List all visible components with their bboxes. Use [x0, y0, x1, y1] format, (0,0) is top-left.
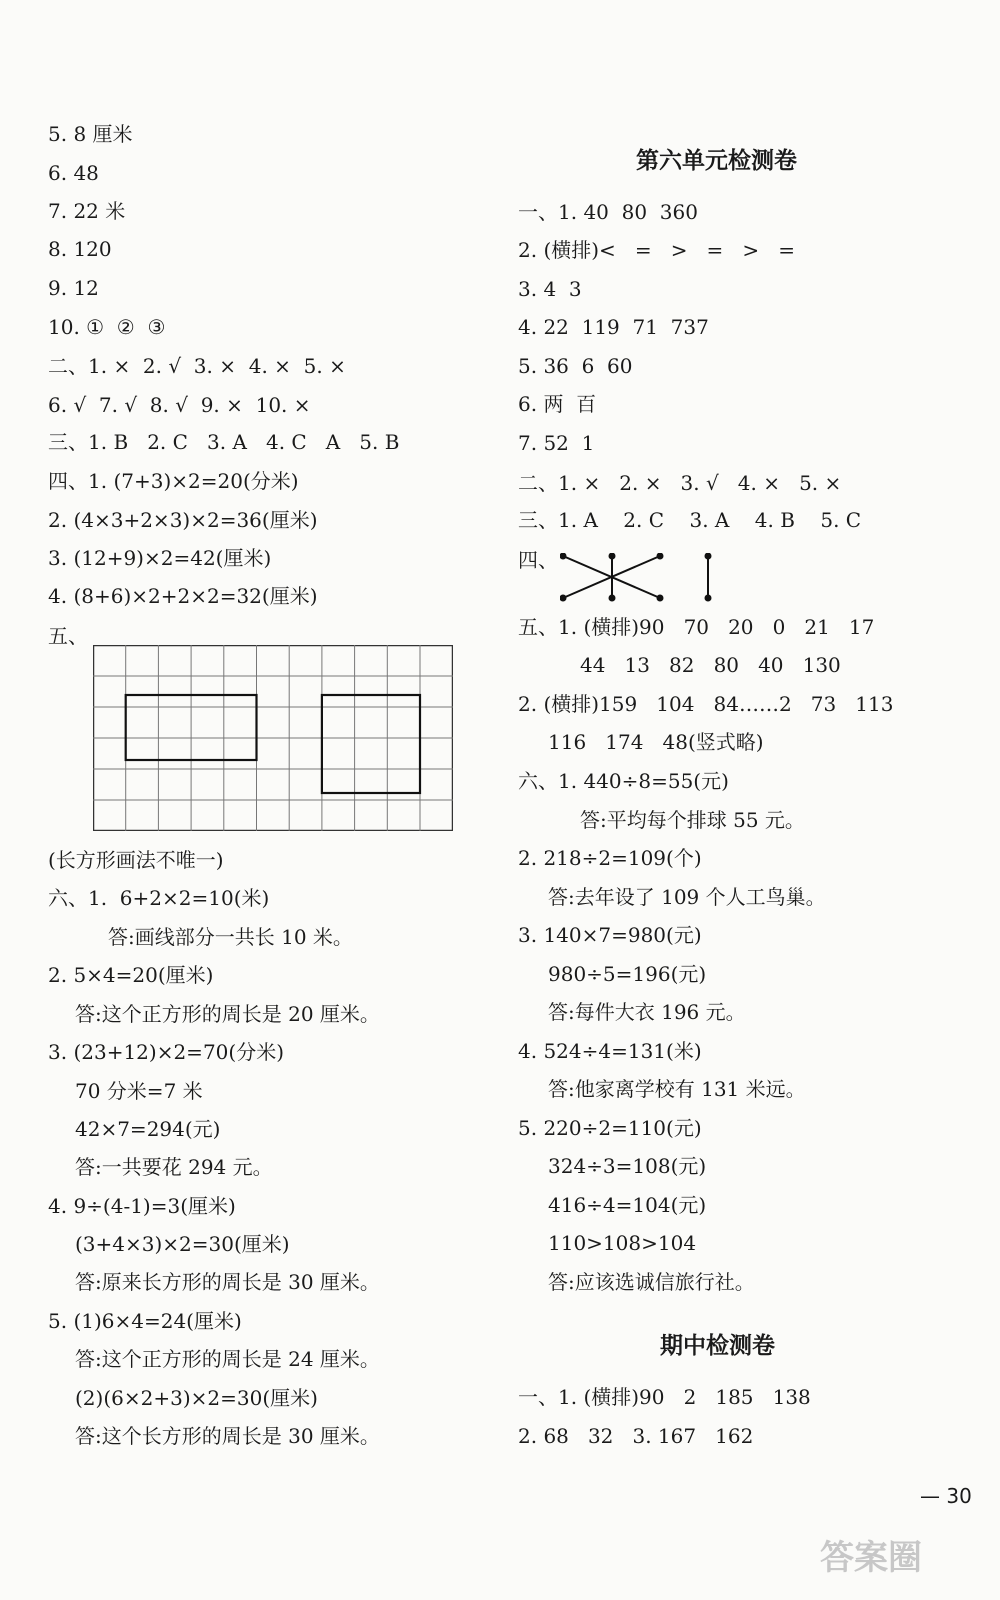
answer-line: 6. 两 百 — [518, 392, 597, 416]
square-grid-drawing — [93, 645, 453, 831]
watermark-logo: 答案圈 — [820, 1538, 922, 1578]
grid-lines — [93, 645, 453, 831]
answer-line: 3. 4 3 — [518, 277, 582, 301]
answer-line: 2. 68 32 3. 167 162 — [518, 1424, 754, 1448]
answer-line: 416÷4=104(元) — [548, 1193, 707, 1217]
answer-line: 3. (12+9)×2=42(厘米) — [48, 546, 272, 570]
answer-line: 6. √ 7. √ 8. √ 9. × 10. × — [48, 393, 311, 417]
answer-line: 答:原来长方形的周长是 30 厘米。 — [75, 1270, 380, 1294]
answer-line: 答:一共要花 294 元。 — [75, 1155, 273, 1179]
answer-line: 答:画线部分一共长 10 米。 — [108, 925, 353, 949]
answer-line: 答:这个正方形的周长是 20 厘米。 — [75, 1002, 380, 1026]
answer-line: 324÷3=108(元) — [548, 1154, 707, 1178]
answer-line: 110>108>104 — [548, 1231, 697, 1255]
answer-line: 答:每件大衣 196 元。 — [548, 1000, 746, 1024]
answer-line: 二、1. × 2. √ 3. × 4. × 5. × — [48, 354, 346, 378]
answer-line: 7. 52 1 — [518, 431, 595, 455]
answer-line: 6. 48 — [48, 161, 99, 185]
answer-line: (2)(6×2+3)×2=30(厘米) — [75, 1386, 318, 1410]
section-title: 期中检测卷 — [660, 1333, 775, 1359]
matching-dots — [560, 553, 712, 602]
answer-line: 2. (横排)< = > = > = — [518, 238, 795, 262]
answer-line: 44 13 82 80 40 130 — [580, 653, 841, 677]
answer-line: 5. 36 6 60 — [518, 354, 633, 378]
answer-line: (3+4×3)×2=30(厘米) — [75, 1232, 290, 1256]
answer-line: 二、1. × 2. × 3. √ 4. × 5. × — [518, 471, 842, 495]
answer-line: 三、1. A 2. C 3. A 4. B 5. C — [518, 508, 862, 532]
answer-line: 5. 220÷2=110(元) — [518, 1116, 702, 1140]
answer-line: 四、1. (7+3)×2=20(分米) — [48, 469, 299, 493]
matching-lines — [563, 556, 708, 598]
answer-line: 7. 22 米 — [48, 199, 126, 223]
answer-line: 五、 — [48, 624, 88, 648]
answer-line: 三、1. B 2. C 3. A 4. C A 5. B — [48, 430, 400, 454]
answer-line: 980÷5=196(元) — [548, 962, 707, 986]
answer-line: 5. 8 厘米 — [48, 122, 133, 146]
answer-line: 8. 120 — [48, 237, 112, 261]
answer-line: 42×7=294(元) — [75, 1117, 221, 1141]
answer-line: 2. (横排)159 104 84……2 73 113 — [518, 692, 894, 716]
answer-line: 答:这个正方形的周长是 24 厘米。 — [75, 1347, 380, 1371]
answer-line: 答:这个长方形的周长是 30 厘米。 — [75, 1424, 380, 1448]
answer-line: (长方形画法不唯一) — [48, 848, 224, 872]
section-title: 第六单元检测卷 — [636, 148, 797, 174]
answer-line: 10. ① ② ③ — [48, 315, 166, 339]
answer-line: 六、1. 6+2×2=10(米) — [48, 886, 270, 910]
drawn-rectangle — [322, 695, 420, 793]
answer-line: 70 分米=7 米 — [75, 1079, 203, 1103]
matching-diagram — [560, 553, 720, 603]
answer-line: 4. 22 119 71 737 — [518, 315, 709, 339]
answer-line: 一、1. 40 80 360 — [518, 200, 698, 224]
answer-line: 五、1. (横排)90 70 20 0 21 17 — [518, 615, 875, 639]
answer-line: 3. 140×7=980(元) — [518, 923, 702, 947]
answer-line: 116 174 48(竖式略) — [548, 730, 764, 754]
answer-line: 2. 218÷2=109(个) — [518, 846, 702, 870]
answer-line: 5. (1)6×4=24(厘米) — [48, 1309, 242, 1333]
answer-line: 答:他家离学校有 131 米远。 — [548, 1077, 806, 1101]
answer-line: 4. (8+6)×2+2×2=32(厘米) — [48, 584, 318, 608]
answer-line: 答:应该选诚信旅行社。 — [548, 1270, 755, 1294]
answer-line: 4. 9÷(4-1)=3(厘米) — [48, 1194, 236, 1218]
answer-line: 2. (4×3+2×3)×2=36(厘米) — [48, 508, 318, 532]
answer-line: 9. 12 — [48, 276, 99, 300]
answer-line: 答:去年设了 109 个人工鸟巢。 — [548, 885, 826, 909]
answer-line: 答:平均每个排球 55 元。 — [580, 808, 805, 832]
answer-line: 4. 524÷4=131(米) — [518, 1039, 702, 1063]
answer-line: 3. (23+12)×2=70(分米) — [48, 1040, 284, 1064]
answer-line: 六、1. 440÷8=55(元) — [518, 769, 729, 793]
page-number: — 30 — [920, 1484, 972, 1508]
answer-line: 一、1. (横排)90 2 185 138 — [518, 1385, 811, 1409]
answer-line: 2. 5×4=20(厘米) — [48, 963, 214, 987]
answer-line: 四、 — [518, 548, 558, 572]
